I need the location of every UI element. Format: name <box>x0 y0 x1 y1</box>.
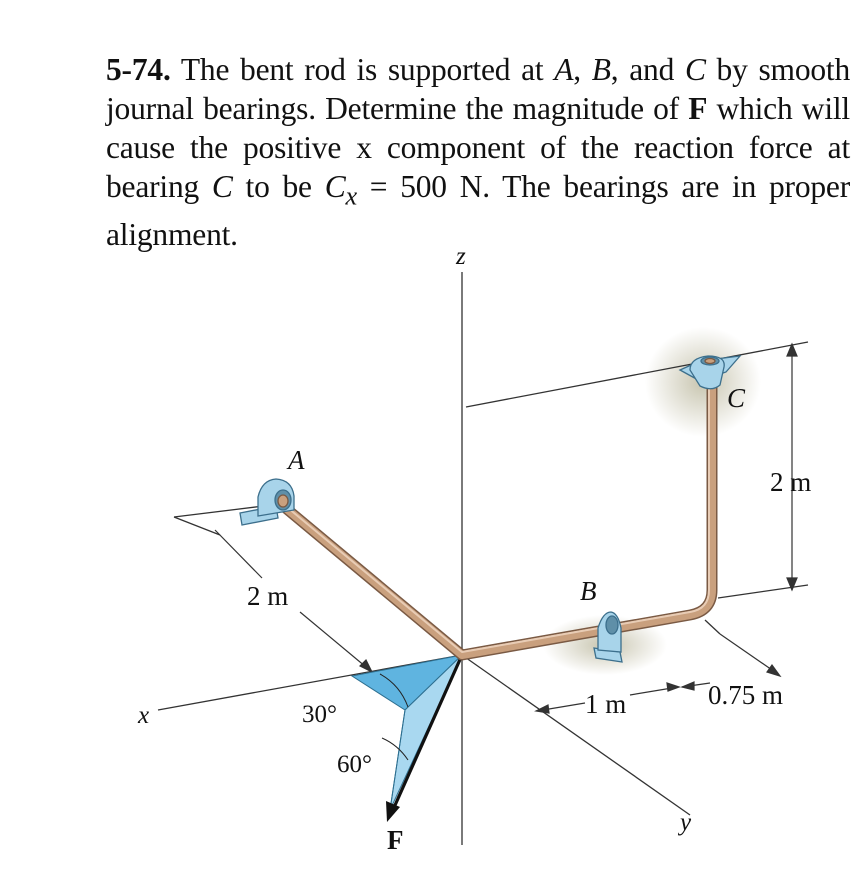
label-bearing-c: C <box>727 383 746 413</box>
dim-arrow-1m-right <box>667 683 679 691</box>
ext-line-lower <box>705 620 720 634</box>
problem-text-3: by smooth journal bearings. Determine the magnitude of <box>106 52 851 126</box>
ext-line-a <box>174 517 220 535</box>
dim-arrow-075-left <box>682 682 694 690</box>
problem-var-c: C <box>684 52 706 87</box>
force-plane <box>352 655 462 810</box>
bearing-b-bore <box>606 616 618 634</box>
problem-var-f: F <box>688 91 708 126</box>
label-dim-1m: 1 m <box>585 689 627 719</box>
ref-line-lower <box>718 585 808 598</box>
problem-text-2: , and <box>610 52 685 87</box>
rod-body <box>282 366 712 655</box>
problem-var-c2: C <box>211 169 233 204</box>
dim-line-2m-x-bottom <box>300 612 372 672</box>
problem-text-6: = 500 N. The bearings are in proper alignment. <box>106 169 850 253</box>
problem-sep-1: , <box>573 52 592 87</box>
problem-var-cx: C <box>324 169 346 204</box>
dim-arrow-2m-x <box>360 660 372 672</box>
bent-rod <box>282 366 712 655</box>
problem-var-cx-sub: x <box>345 181 357 211</box>
rod-highlight <box>282 366 709 652</box>
problem-var-b: B <box>591 52 611 87</box>
problem-var-a: A <box>554 52 574 87</box>
label-force-f: F <box>387 825 404 855</box>
rod-outline <box>282 366 712 655</box>
problem-text-4: which will cause the positive x component of the reaction force at bearing <box>106 91 850 204</box>
dim-line-2m-x-top <box>215 530 262 578</box>
label-y-axis: y <box>680 809 692 836</box>
label-dim-2m-x: 2 m <box>247 581 289 611</box>
force-arrowhead <box>386 801 400 822</box>
label-angle-30: 30° <box>302 701 337 728</box>
label-angle-60: 60° <box>337 751 372 778</box>
label-z-axis: z <box>456 243 466 270</box>
label-x-axis: x <box>138 702 150 729</box>
dim-line-1m-right <box>630 688 672 695</box>
problem-number: 5-74. <box>106 52 171 87</box>
label-bearing-b: B <box>580 576 597 606</box>
dim-arrow-075-diag <box>767 665 780 676</box>
dim-line-075-diag <box>720 634 775 672</box>
y-axis <box>462 655 690 815</box>
bearing-a-hole <box>278 495 288 507</box>
problem-text-1: The bent rod is supported at <box>180 52 555 87</box>
label-dim-075m: 0.75 m <box>708 680 784 710</box>
dim-line-1m-left <box>543 703 585 710</box>
label-bearing-a: A <box>288 445 305 475</box>
label-dim-2m-z: 2 m <box>770 467 812 497</box>
bearing-c-hole <box>705 359 715 364</box>
problem-text-5: to be <box>232 169 325 204</box>
bearing-a <box>240 479 294 525</box>
